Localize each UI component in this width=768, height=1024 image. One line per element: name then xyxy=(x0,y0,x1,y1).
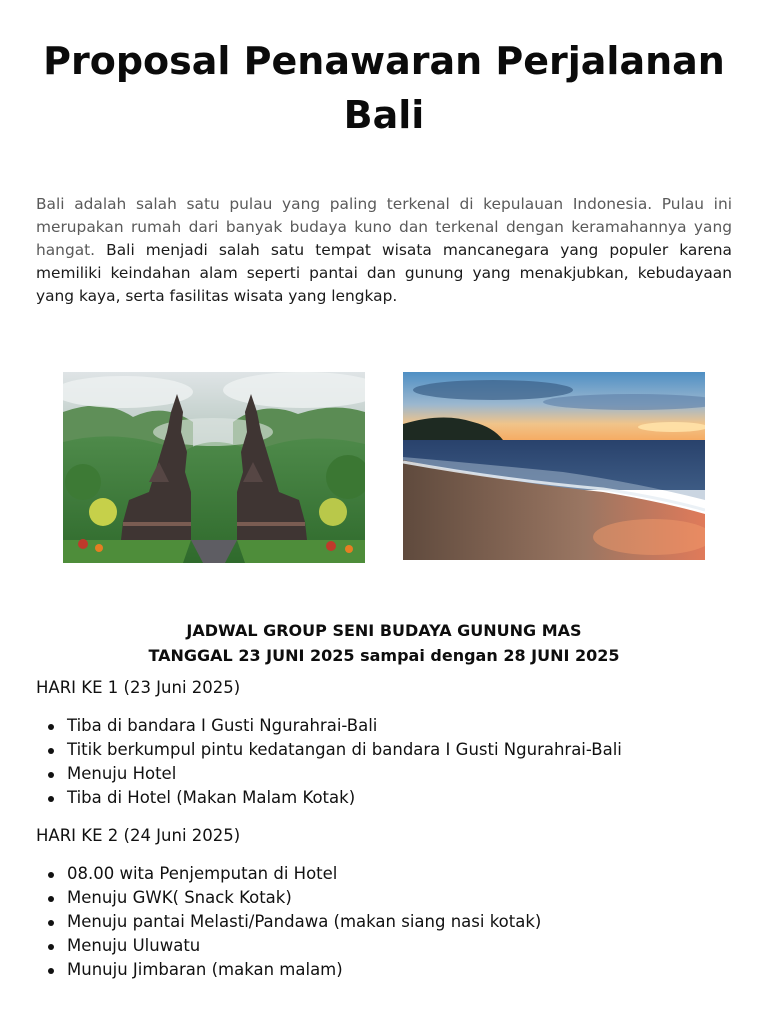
list-item: Munuju Jimbaran (makan malam) xyxy=(36,958,726,982)
bali-gate-photo xyxy=(63,372,365,563)
list-item: Menuju Hotel xyxy=(36,762,726,786)
list-item: Titik berkumpul pintu kedatangan di bandara I Gusti Ngurahrai-Bali xyxy=(36,738,726,762)
day-1-label: HARI KE 1 (23 Juni 2025) xyxy=(36,678,241,697)
list-item: Menuju Uluwatu xyxy=(36,934,726,958)
list-item: 08.00 wita Penjemputan di Hotel xyxy=(36,862,726,886)
bali-beach-sunset-photo xyxy=(403,372,705,560)
day-2-itinerary-list xyxy=(36,862,726,982)
list-item: Menuju GWK( Snack Kotak) xyxy=(36,886,726,910)
list-item: Tiba di bandara I Gusti Ngurahrai-Bali xyxy=(36,714,726,738)
list-item: Tiba di Hotel (Makan Malam Kotak) xyxy=(36,786,726,810)
schedule-heading-line1: JADWAL GROUP SENI BUDAYA GUNUNG MAS xyxy=(186,621,582,640)
list-item: Menuju pantai Melasti/Pandawa (makan siang nasi kotak) xyxy=(36,910,726,934)
page-title: Proposal Penawaran Perjalanan Bali xyxy=(43,39,725,137)
intro-paragraph xyxy=(36,193,732,308)
schedule-heading-line2: TANGGAL 23 JUNI 2025 sampai dengan 28 JUNI 2025 xyxy=(148,646,620,665)
intro-text-part2: Bali menjadi salah satu tempat wisata mancanegara yang populer karena memiliki keindahan alam seperti pantai dan gunung yang menakjubkan, kebudayaan yang kaya, serta fasilitas wisata yang lengkap. xyxy=(36,241,732,305)
day-2-label: HARI KE 2 (24 Juni 2025) xyxy=(36,826,241,845)
intro-text-part1: Bali adalah salah satu pulau yang paling terkenal di kepulauan Indonesia. Pulau ini merupakan rumah dari banyak budaya kuno dan terkenal dengan keramahannya yang hangat. xyxy=(36,195,732,259)
day-1-itinerary-list xyxy=(36,714,726,810)
